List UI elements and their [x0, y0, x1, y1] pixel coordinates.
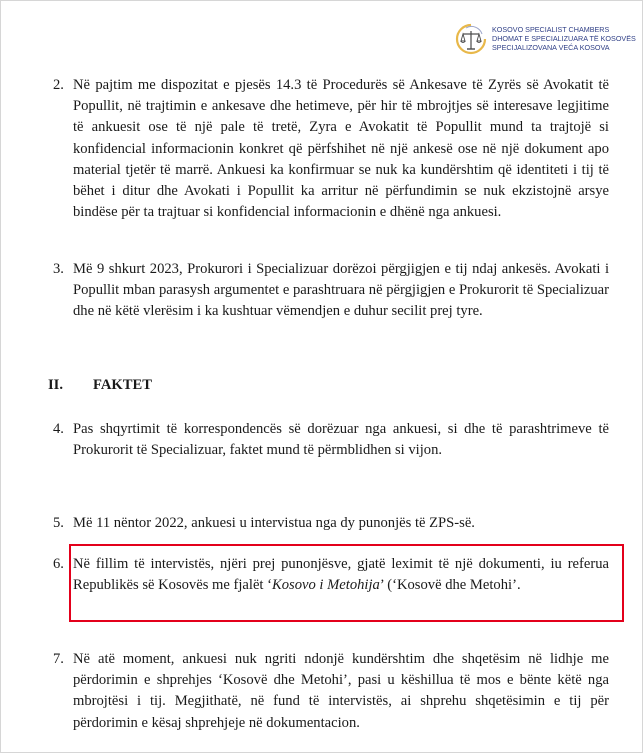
paragraph-5	[53, 513, 609, 534]
paragraph-number: 6.	[53, 556, 64, 572]
logo-line-en: KOSOVO SPECIALIST CHAMBERS	[492, 25, 610, 34]
logo-text	[492, 25, 636, 52]
paragraph-number: 2.	[53, 77, 64, 93]
paragraph-number: 7.	[53, 651, 64, 667]
paragraph-text: Më 9 shkurt 2023, Prokurori i Specializuar dorëzoi përgjigjen e tij ndaj ankesës. Avokati i Popullit mban parasysh argumentet e parashtruara në përgjigjen e Prokurorit të Specializuar dhe në këtë vlerësim i ka kushtuar vëmendjen e duhur secilit prej tyre.	[73, 261, 609, 320]
paragraph-text: Pas shqyrtimit të korrespondencës së dorëzuar nga ankuesi, si dhe të parashtrimeve të Prokurorit të Specializuar, faktet mund të përmblidhen si vijon.	[73, 421, 609, 459]
scales-of-justice-icon	[454, 22, 488, 56]
paragraph-text-italic: Kosovo i Metohija	[272, 577, 380, 594]
paragraph-text: Në atë moment, ankuesi nuk ngriti ndonjë kundërshtim dhe shqetësim në lidhje me përdorimin e shprehjes ‘Kosovë dhe Metohi’, pasi u këshillua të mos e bënte këtë nga mbrojtësi i tij. Megjithatë, në fund të intervistës, ai shprehu shqetësimin e tij për përdorimin e kësaj shprehjeje në dokumentacion.	[73, 651, 609, 731]
paragraph-text-after: ’ (‘Kosovë dhe Metohi’.	[379, 577, 521, 594]
paragraph-number: 4.	[53, 421, 64, 437]
paragraph-7	[53, 649, 609, 734]
section-heading	[48, 377, 152, 394]
paragraph-number: 5.	[53, 515, 64, 531]
paragraph-text: Në pajtim me dispozitat e pjesës 14.3 të Procedurës së Ankesave të Zyrës së Avokatit të Popullit, në trajtimin e ankesave dhe hetimeve, për hir të mbrojtjes së interesave legjitime të ankuesit ose të një pale të tretë, Zyra e Avokatit të Popullit mund ta trajtojë si konfidencial informacionin konkret që përfshihet në një ankesë ose në një dokument apo material tjetër të marrë. Ankuesi ka konfirmuar se nuk ka kundërshtim që identiteti i tij të bëhet i ditur dhe Avokati i Popullit ka arritur në përfundimin se nuk ekzistojnë arsye bindëse për ta trajtuar si konfidencial informacionin e dhënë nga ankuesi.	[73, 77, 609, 221]
paragraph-3	[53, 259, 609, 323]
logo-line-sq: DHOMAT E SPECIALIZUARA TË KOSOVËS	[492, 34, 636, 43]
court-logo	[454, 20, 639, 60]
highlight-box	[69, 544, 624, 622]
paragraph-2	[53, 75, 609, 223]
section-numeral: II.	[48, 377, 64, 393]
logo-line-sr: SPECIJALIZOVANA VEĆA KOSOVA	[492, 43, 610, 52]
paragraph-4	[53, 419, 609, 461]
paragraph-number: 3.	[53, 261, 64, 277]
paragraph-text: Më 11 nëntor 2022, ankuesi u intervistua nga dy punonjës të ZPS-së.	[73, 515, 475, 531]
section-title: FAKTET	[93, 377, 152, 393]
paragraph-text-before: Në fillim të intervistës, njëri prej punonjësve, gjatë leximit të një dokumenti, iu referua Republikës së Kosovës me fjalët ‘	[73, 556, 609, 594]
